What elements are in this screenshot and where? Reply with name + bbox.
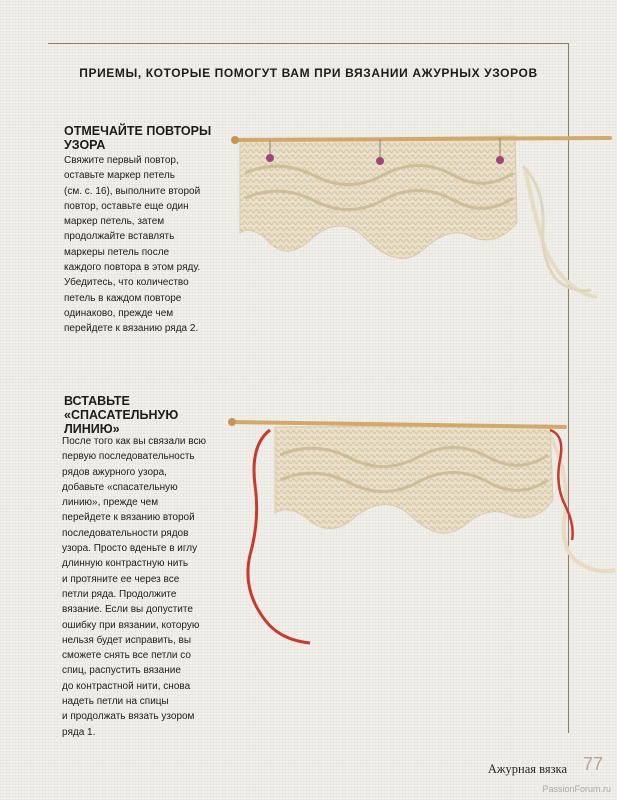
section1-heading-line: УЗОРА — [64, 138, 106, 152]
text-line: последовательности рядов — [62, 527, 189, 539]
section2-heading-line: ВСТАВЬТЕ — [64, 394, 130, 408]
section2-heading — [64, 394, 224, 436]
page-title: ПРИЕМЫ, КОТОРЫЕ ПОМОГУТ ВАМ ПРИ ВЯЗАНИИ АЖУРНЫХ УЗОРОВ — [79, 66, 538, 80]
frame-top-border — [48, 43, 569, 44]
text-line: маркеры петель после — [64, 246, 170, 258]
section1-heading — [64, 124, 224, 152]
text-line: одинаково, прежде чем — [64, 307, 174, 319]
text-line: продолжайте вставлять — [64, 231, 175, 243]
text-line: перейдете к вязанию второй — [62, 512, 195, 524]
text-line: спиц, распустить вязание — [62, 665, 181, 677]
text-line: повтор, оставьте еще один — [64, 200, 189, 212]
section2-heading-line: «СПАСАТЕЛЬНУЮ — [64, 408, 179, 422]
text-line: Свяжите первый повтор, — [64, 155, 179, 166]
swatch-with-markers-illustration — [225, 118, 617, 308]
text-line: каждого повтора в этом ряду. — [64, 262, 201, 274]
yarn-swatch-icon — [275, 425, 553, 533]
knitting-needle-icon — [235, 138, 610, 140]
text-line: ошибку при вязании, которую — [62, 619, 200, 631]
text-line: петель в каждом повторе — [64, 292, 182, 304]
text-line: и продолжать вязать узором — [62, 711, 195, 723]
text-line: нельзя будет исправить, вы — [62, 634, 192, 646]
text-line: линию», прежде чем — [62, 497, 159, 509]
text-line: Убедитесь, что количество — [64, 277, 189, 289]
text-line: узора. Просто вденьте в иглу — [62, 543, 198, 555]
text-line: и протяните ее через все — [62, 573, 180, 585]
page-number: 77 — [582, 754, 603, 774]
text-line: длинную контрастную нить — [62, 558, 189, 570]
text-line: вязание. Если вы допустите — [62, 604, 193, 616]
text-line: первую последовательность — [62, 451, 195, 463]
section2-body — [62, 434, 212, 740]
swatch-with-lifeline-illustration — [220, 405, 617, 665]
text-line: (см. с. 16), выполните второй — [64, 185, 201, 197]
text-line: надеть петли на спицы — [62, 696, 169, 708]
section1-body — [64, 153, 229, 337]
text-line: добавьте «спасательную — [62, 481, 178, 493]
knitting-needle-icon — [232, 422, 565, 427]
text-line: до контрастной нити, снова — [62, 680, 191, 692]
text-line: оставьте маркер петель — [64, 170, 175, 182]
text-line: маркер петель, затем — [64, 216, 165, 228]
watermark: PassionForum.ru — [542, 784, 611, 794]
footer-title: Ажурная вязка — [487, 762, 567, 776]
text-line: петли ряда. Продолжите — [62, 588, 177, 600]
text-line: сможете снять все петли со — [62, 650, 191, 662]
text-line: ряда 1. — [62, 726, 96, 738]
yarn-swatch-icon — [240, 136, 517, 258]
text-line: рядов ажурного узора, — [62, 466, 167, 478]
text-line: перейдете к вязанию ряда 2. — [64, 323, 199, 335]
section1-heading-line: ОТМЕЧАЙТЕ ПОВТОРЫ — [64, 124, 212, 138]
section2-heading-line: ЛИНИЮ» — [64, 422, 120, 436]
text-line: После того как вы связали всю — [62, 436, 206, 447]
